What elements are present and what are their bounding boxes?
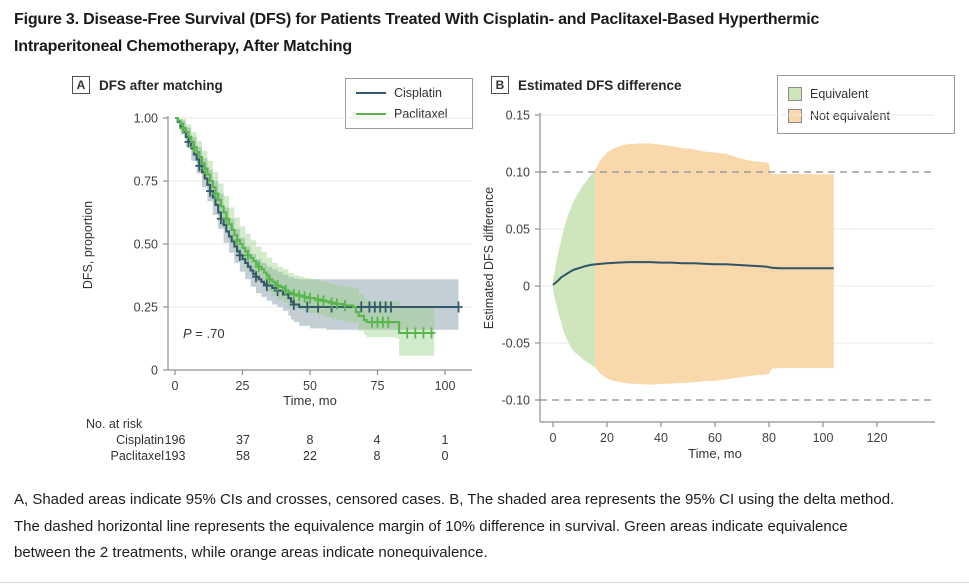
panel-a-y-axis-title: DFS, proportion xyxy=(81,200,95,290)
y-tick-label: 0.15 xyxy=(505,108,530,123)
x-tick-label: 20 xyxy=(600,431,614,445)
panel-b-tag: B xyxy=(491,76,509,94)
risk-row-label: Cisplatin xyxy=(116,433,164,447)
figure-title-line1: Figure 3. Disease-Free Survival (DFS) for Patients Treated With Cisplatin- and Paclitaxel-Based Hyperthermic xyxy=(14,11,820,28)
risk-count: 22 xyxy=(303,449,317,463)
figure-title xyxy=(14,6,958,60)
risk-count: 4 xyxy=(373,433,381,447)
risk-count: 196 xyxy=(164,433,186,447)
risk-count: 37 xyxy=(236,433,250,447)
panel-b-heading: Estimated DFS difference xyxy=(518,77,682,93)
panel-a-tag: A xyxy=(72,76,90,94)
p-value-symbol: P xyxy=(183,326,192,341)
panel-b-y-axis-title: Estimated DFS difference xyxy=(482,186,496,330)
y-tick-label: -0.10 xyxy=(501,393,530,408)
risk-count: 8 xyxy=(373,449,381,463)
x-tick-label: 60 xyxy=(708,431,722,445)
number-at-risk-table xyxy=(60,417,480,469)
y-tick-label: -0.05 xyxy=(501,336,530,351)
legend-label: Equivalent xyxy=(810,86,869,101)
x-tick-label: 50 xyxy=(303,379,317,393)
y-tick-label: 0 xyxy=(523,279,530,294)
y-tick-label: 0 xyxy=(151,363,158,378)
risk-table-header: No. at risk xyxy=(86,417,143,431)
x-tick-label: 80 xyxy=(762,431,776,445)
p-value-annotation xyxy=(183,326,225,341)
panel-b-x-axis-title: Time, mo xyxy=(688,446,742,461)
legend-label: Cisplatin xyxy=(394,86,442,100)
x-tick-label: 0 xyxy=(549,431,557,445)
y-tick-label: 1.00 xyxy=(133,111,158,126)
risk-row-label: Paclitaxel xyxy=(110,449,164,463)
p-value-text: = .70 xyxy=(191,326,225,341)
bottom-divider xyxy=(0,582,969,583)
panel-a-heading: DFS after matching xyxy=(99,77,223,93)
legend-label: Paclitaxel xyxy=(394,107,448,121)
risk-count: 193 xyxy=(164,449,186,463)
figure-title-line2: Intraperitoneal Chemotherapy, After Matching xyxy=(14,38,352,55)
legend-label: Not equivalent xyxy=(810,108,890,123)
x-tick-label: 120 xyxy=(866,431,888,445)
y-tick-label: 0.75 xyxy=(133,174,158,189)
risk-count: 8 xyxy=(306,433,314,447)
panel-a-x-axis-title: Time, mo xyxy=(283,393,337,408)
y-tick-label: 0.05 xyxy=(505,222,530,237)
difference-plot-svg xyxy=(482,70,960,480)
y-tick-label: 0.50 xyxy=(133,237,158,252)
x-tick-label: 25 xyxy=(235,379,250,393)
x-tick-label: 100 xyxy=(434,379,456,393)
caption-line3: between the 2 treatments, while orange areas indicate nonequivalence. xyxy=(14,544,488,561)
cisplatin-curve xyxy=(175,118,459,307)
figure-caption xyxy=(14,487,958,567)
risk-count: 58 xyxy=(236,449,250,463)
y-tick-label: 0.10 xyxy=(505,165,530,180)
y-tick-label: 0.25 xyxy=(133,300,158,315)
x-tick-label: 75 xyxy=(370,379,385,393)
caption-line2: The dashed horizontal line represents the equivalence margin of 10% difference in survival. Green areas indicate equivalence xyxy=(14,517,848,535)
x-tick-label: 0 xyxy=(171,379,179,393)
x-tick-label: 40 xyxy=(654,431,668,445)
risk-count: 0 xyxy=(441,449,449,463)
caption-line1: A, Shaded areas indicate 95% CIs and crosses, censored cases. B, The shaded area represents the 95% CI using the delta method. xyxy=(14,491,895,508)
x-tick-label: 100 xyxy=(812,431,834,445)
risk-count: 1 xyxy=(441,433,449,447)
